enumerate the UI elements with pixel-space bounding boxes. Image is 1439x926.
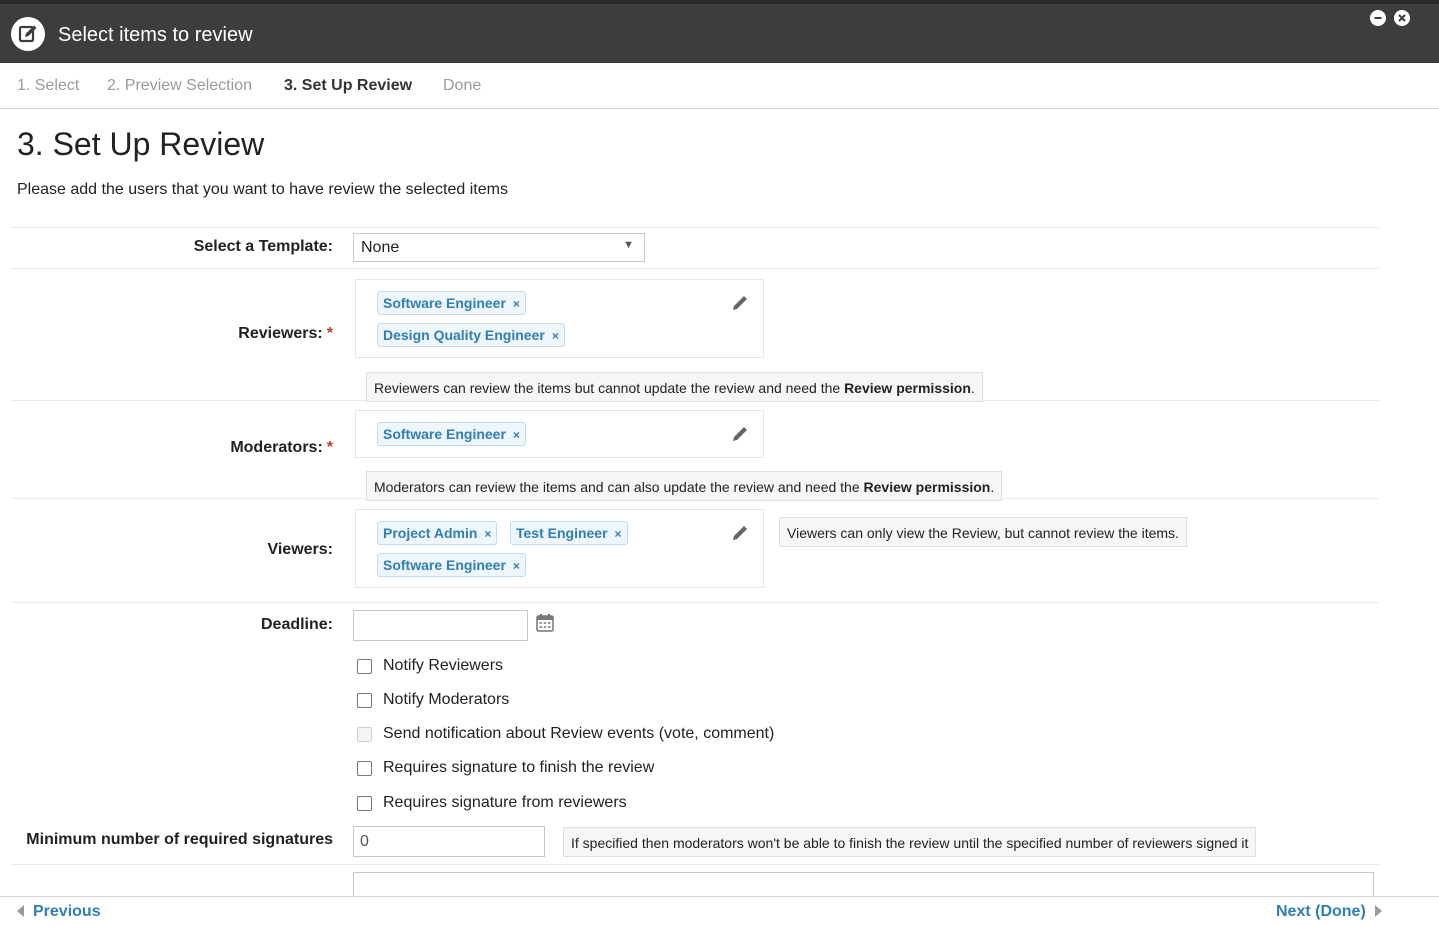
template-select[interactable] [353, 233, 645, 262]
required-marker: * [326, 439, 333, 456]
remove-tag-icon[interactable]: × [512, 297, 520, 311]
checkbox-label: Requires signature to finish the review [383, 759, 655, 776]
reviewers-picker[interactable] [355, 279, 764, 358]
viewer-tag[interactable]: Test Engineer × [510, 521, 628, 545]
remove-tag-icon[interactable]: × [614, 527, 622, 541]
min-signatures-input[interactable]: 0 [353, 826, 545, 857]
reviewer-tag[interactable]: Design Quality Engineer × [377, 323, 565, 347]
send-notification-checkbox [357, 727, 372, 742]
remove-tag-icon[interactable]: × [484, 527, 492, 541]
divider [11, 602, 1380, 603]
checkbox-label: Notify Reviewers [383, 657, 504, 674]
viewer-tag[interactable]: Software Engineer × [377, 553, 526, 577]
required-marker: * [326, 325, 333, 342]
dropdown-arrow-icon: ▼ [623, 239, 634, 251]
next-done-button[interactable]: Next (Done) [1276, 903, 1382, 921]
moderators-picker[interactable] [355, 410, 764, 458]
require-signature-finish-row[interactable] [357, 757, 654, 779]
deadline-label: Deadline: [260, 616, 333, 633]
divider [11, 227, 1380, 228]
viewers-hint: Viewers can only view the Review, but cannot review the items. [779, 517, 1187, 547]
moderators-label: Moderators: * [230, 439, 333, 456]
min-signatures-label: Minimum number of required signatures [26, 831, 333, 848]
checkbox-label: Notify Moderators [383, 691, 510, 708]
remove-tag-icon[interactable]: × [512, 428, 520, 442]
previous-button[interactable]: Previous [17, 903, 101, 921]
pencil-icon[interactable] [730, 523, 750, 543]
reviewers-hint: Reviewers can review the items but cannot update the review and need the Review permission. [366, 372, 983, 402]
notify-moderators-checkbox[interactable] [357, 693, 372, 708]
divider [11, 268, 1380, 269]
step-done[interactable]: Done [443, 77, 482, 94]
title-bar [0, 0, 1439, 63]
step-set-up-review[interactable]: 3. Set Up Review [284, 77, 413, 94]
moderator-tag[interactable]: Software Engineer × [377, 422, 526, 446]
notify-reviewers-checkbox[interactable] [357, 659, 372, 674]
page-intro: Please add the users that you want to have review the selected items [17, 181, 508, 198]
send-notification-row [357, 723, 774, 745]
checkbox-label: Requires signature from reviewers [383, 794, 627, 811]
template-select-value: None [361, 239, 400, 256]
edit-document-icon [11, 17, 45, 51]
viewer-tag[interactable]: Project Admin × [377, 521, 497, 545]
require-signature-reviewers-checkbox[interactable] [357, 796, 372, 811]
step-preview-selection[interactable]: 2. Preview Selection [107, 77, 252, 94]
window-title: Select items to review [58, 24, 253, 46]
min-signatures-hint: If specified then moderators won't be able to finish the review until the specified number of reviewers signed it [563, 827, 1256, 857]
pencil-icon[interactable] [730, 424, 750, 444]
notify-reviewers-row[interactable] [357, 655, 503, 677]
wizard-footer [0, 896, 1439, 926]
moderators-hint: Moderators can review the items and can also update the review and need the Review permission. [366, 471, 1002, 501]
minimize-icon[interactable] [1370, 10, 1386, 26]
page-title: 3. Set Up Review [17, 126, 265, 162]
notify-moderators-row[interactable] [357, 689, 509, 711]
step-select[interactable]: 1. Select [17, 77, 80, 94]
reviewers-label: Reviewers: * [238, 325, 333, 342]
deadline-input[interactable] [353, 610, 528, 641]
divider [11, 864, 1380, 865]
calendar-icon[interactable] [535, 613, 555, 633]
wizard-steps [0, 63, 1439, 109]
reviewer-tag[interactable]: Software Engineer × [377, 291, 526, 315]
comment-textarea[interactable] [353, 872, 1374, 896]
require-signature-finish-checkbox[interactable] [357, 761, 372, 776]
remove-tag-icon[interactable]: × [512, 559, 520, 573]
remove-tag-icon[interactable]: × [551, 329, 559, 343]
viewers-label: Viewers: [267, 541, 333, 558]
pencil-icon[interactable] [730, 293, 750, 313]
template-label: Select a Template: [193, 238, 333, 255]
arrow-left-icon [17, 905, 24, 917]
require-signature-reviewers-row[interactable] [357, 792, 627, 814]
checkbox-label: Send notification about Review events (vote, comment) [383, 725, 775, 742]
viewers-picker[interactable] [355, 509, 764, 588]
close-icon[interactable] [1394, 10, 1410, 26]
arrow-right-icon [1375, 905, 1382, 917]
